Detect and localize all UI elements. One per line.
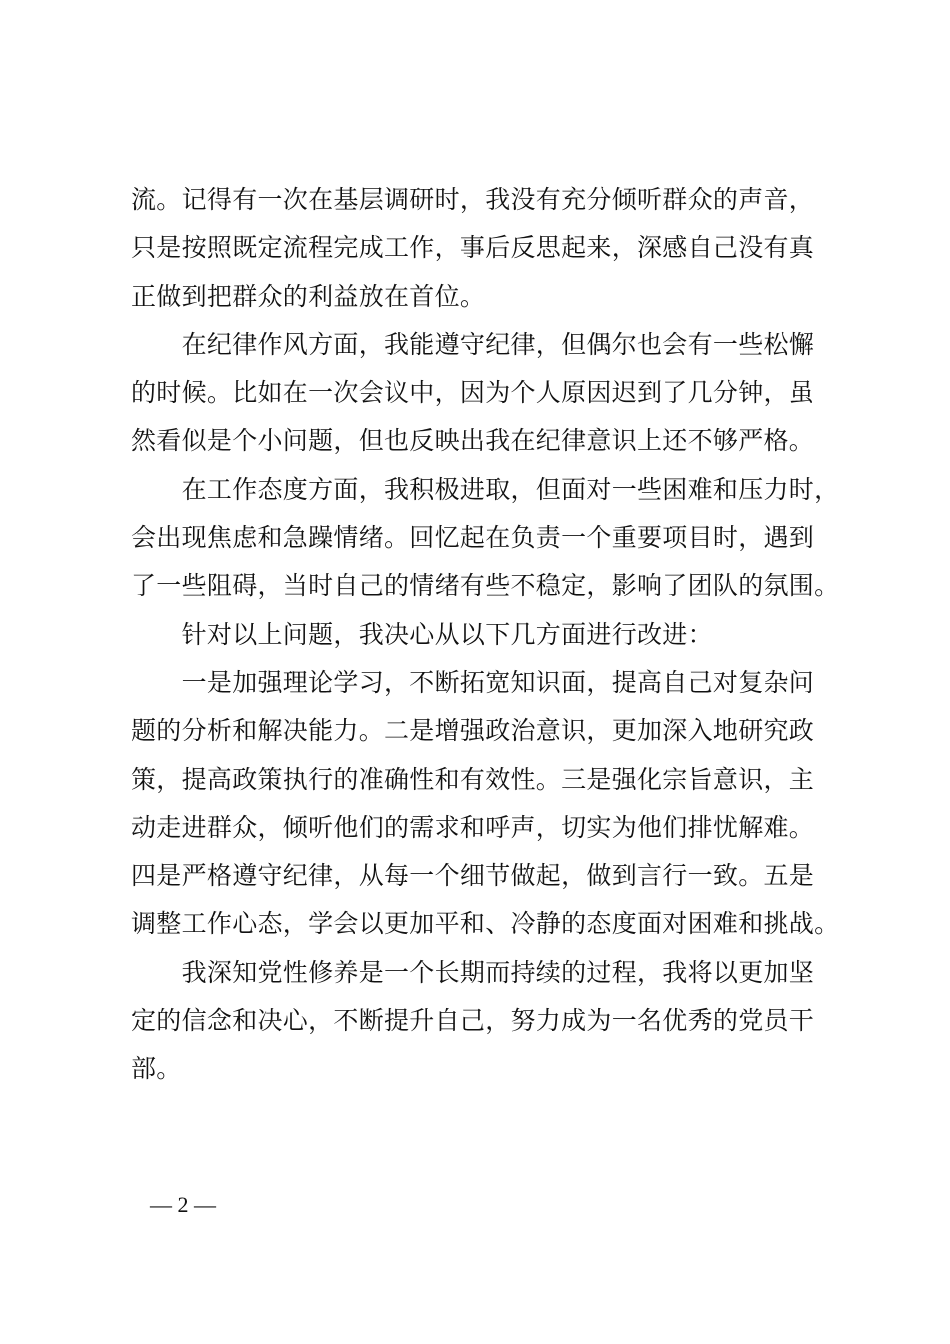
text-line: 一是加强理论学习，不断拓宽知识面，提高自己对复杂问 [131,667,815,697]
text-line: 正做到把群众的利益放在首位。 [131,281,486,311]
text-line: 针对以上问题，我决心从以下几方面进行改进： [131,619,713,649]
text-line: 只是按照既定流程完成工作，事后反思起来，深感自己没有真 [131,233,815,263]
text-line: 部。 [131,1054,182,1084]
text-line: 然看似是个小问题，但也反映出我在纪律意识上还不够严格。 [131,426,815,456]
text-line: 在纪律作风方面，我能遵守纪律，但偶尔也会有一些松懈 [131,329,815,359]
text-line: 了一些阻碍，当时自己的情绪有些不稳定，影响了团队的氛围。 [131,571,840,601]
text-line: 会出现焦虑和急躁情绪。回忆起在负责一个重要项目时，遇到 [131,523,815,553]
text-line: 题的分析和解决能力。二是增强政治意识，更加深入地研究政 [131,716,815,746]
text-line: 调整工作心态，学会以更加平和、冷静的态度面对困难和挑战。 [131,909,840,939]
text-line: 动走进群众，倾听他们的需求和呼声，切实为他们排忧解难。 [131,812,815,842]
text-line: 策，提高政策执行的准确性和有效性。三是强化宗旨意识，主 [131,764,815,794]
text-line: 流。记得有一次在基层调研时，我没有充分倾听群众的声音， [131,185,815,214]
document-body [131,176,840,1094]
text-line: 在工作态度方面，我积极进取，但面对一些困难和压力时， [131,474,840,504]
text-line: 我深知党性修养是一个长期而持续的过程，我将以更加坚 [131,957,815,987]
text-line: 四是严格遵守纪律，从每一个细节做起，做到言行一致。五是 [131,861,815,891]
page-number: — 2 — [150,1192,216,1217]
text-line: 的时候。比如在一次会议中，因为个人原因迟到了几分钟，虽 [131,378,815,408]
text-line: 定的信念和决心，不断提升自己，努力成为一名优秀的党员干 [131,1006,815,1036]
